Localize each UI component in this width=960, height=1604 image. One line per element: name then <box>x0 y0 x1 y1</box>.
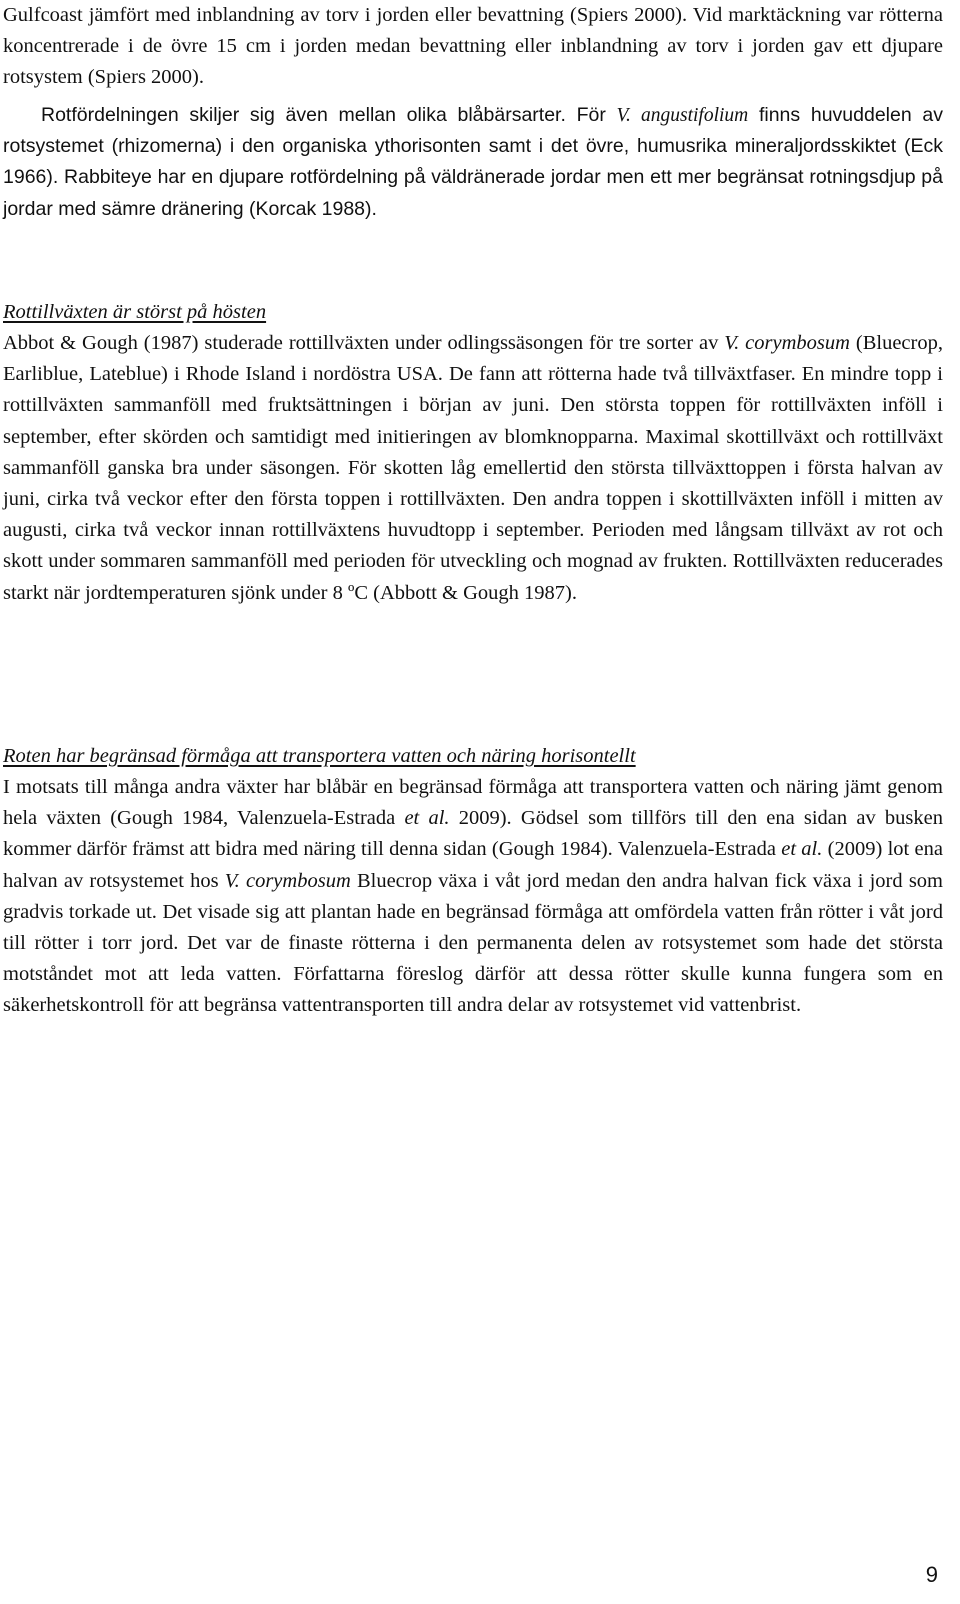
species-name: V. angustifolium <box>616 105 749 126</box>
paragraph-distribution-text-2: finns huvuddelen av rotsystemet (rhizomerna) i den organiska ythorisonten samt i det övre, humusrika mineraljordsskiktet (Eck 1966). Rabbiteye har en djupare rotfördelning på väldränerade jordar men ett mer begränsat rotningsdjup på jordar med sämre dränering (Korcak 1988). <box>3 104 943 220</box>
paragraph-distribution-text-1: Rotfördelningen skiljer sig även mellan olika blåbärsarter. För <box>41 104 617 126</box>
paragraph-intro-text: Gulfcoast jämfört med inblandning av torv i jorden eller bevattning (Spiers 2000). Vid marktäckning var rötterna koncentrerade i de övre 15 cm i jorden medan bevattning eller inblandning av torv i jorden gav ett djupare rotsystem (Spiers 2000). <box>3 4 943 89</box>
paragraph-autumn-text-2: (Bluecrop, Earliblue, Lateblue) i Rhode Island i nordöstra USA. De fann att rötterna hade två tillväxtfaser. En mindre topp i rottillväxten sammanföll med fruktsättningen i början av juni. Den största toppen för rottillväxten inföll i september, efter skörden och samtidigt med initieringen av blomknopparna. Maximal skottillväxt och rottillväxt sammanföll ganska bra under säsongen. För skotten låg emellertid den största tillväxttoppen i första halvan av juni, cirka två veckor efter den första toppen i rottillväxten. Den andra toppen i skottillväxten inföll i mitten av augusti, cirka två veckor innan rottillväxtens huvudtopp i september. Perioden med långsam tillväxt av rot och skott under sommaren sammanföll med perioden för utveckling och mognad av frukten. Rottillväxten reducerades starkt när jordtemperaturen sjönk under 8 ºC (Abbott & Gough 1987). <box>3 332 943 604</box>
paragraph-intro <box>3 0 943 94</box>
paragraph-water-transport <box>3 772 943 1022</box>
species-name: V. corymbosum <box>224 869 351 892</box>
paragraph-transport-text-4: Bluecrop växa i våt jord medan den andra halvan fick växa i jord som gradvis torkade ut. Det visade sig att plantan hade en begränsad förmåga att omfördela vatten från rötter i våt jord till rötter i torr jord. Det var de finaste rötterna i den permanenta delen av rotsystemet som hade det största motståndet mot att leda vatten. Författarna föreslog därför att dessa rötter skulle kunna fungera som en säkerhetskontroll för att begränsa vattentransporten till andra delar av rotsystemet vid vattenbrist. <box>3 869 943 1017</box>
page-number: 9 <box>925 1562 938 1587</box>
paragraph-root-distribution <box>3 100 943 225</box>
paragraph-transport-text-3: (2009) lot ena halvan av rotsystemet hos <box>3 838 943 892</box>
species-name: V. corymbosum <box>724 332 850 354</box>
et-al-abbreviation: et al. <box>781 838 823 861</box>
paragraph-autumn-text-1: Abbot & Gough (1987) studerade rottillväxten under odlingssäsongen för tre sorter av <box>3 332 725 354</box>
paragraph-transport-text-2: 2009). Gödsel som tillförs till den ena sidan av busken kommer därför främst att bidra med näring till denna sidan (Gough 1984). Valenzuela-Estrada <box>3 807 943 861</box>
section-heading-autumn-growth: Rottillväxten är störst på hösten <box>3 301 267 323</box>
paragraph-transport-text-1: I motsats till många andra växter har blåbär en begränsad förmåga att transportera vatten och näring jämt genom hela växten (Gough 1984, Valenzuela-Estrada <box>3 776 943 830</box>
et-al-abbreviation: et al. <box>404 807 450 830</box>
paragraph-autumn-growth <box>3 328 943 609</box>
section-heading-water-transport: Roten har begränsad förmåga att transportera vatten och näring horisontellt <box>3 745 636 767</box>
